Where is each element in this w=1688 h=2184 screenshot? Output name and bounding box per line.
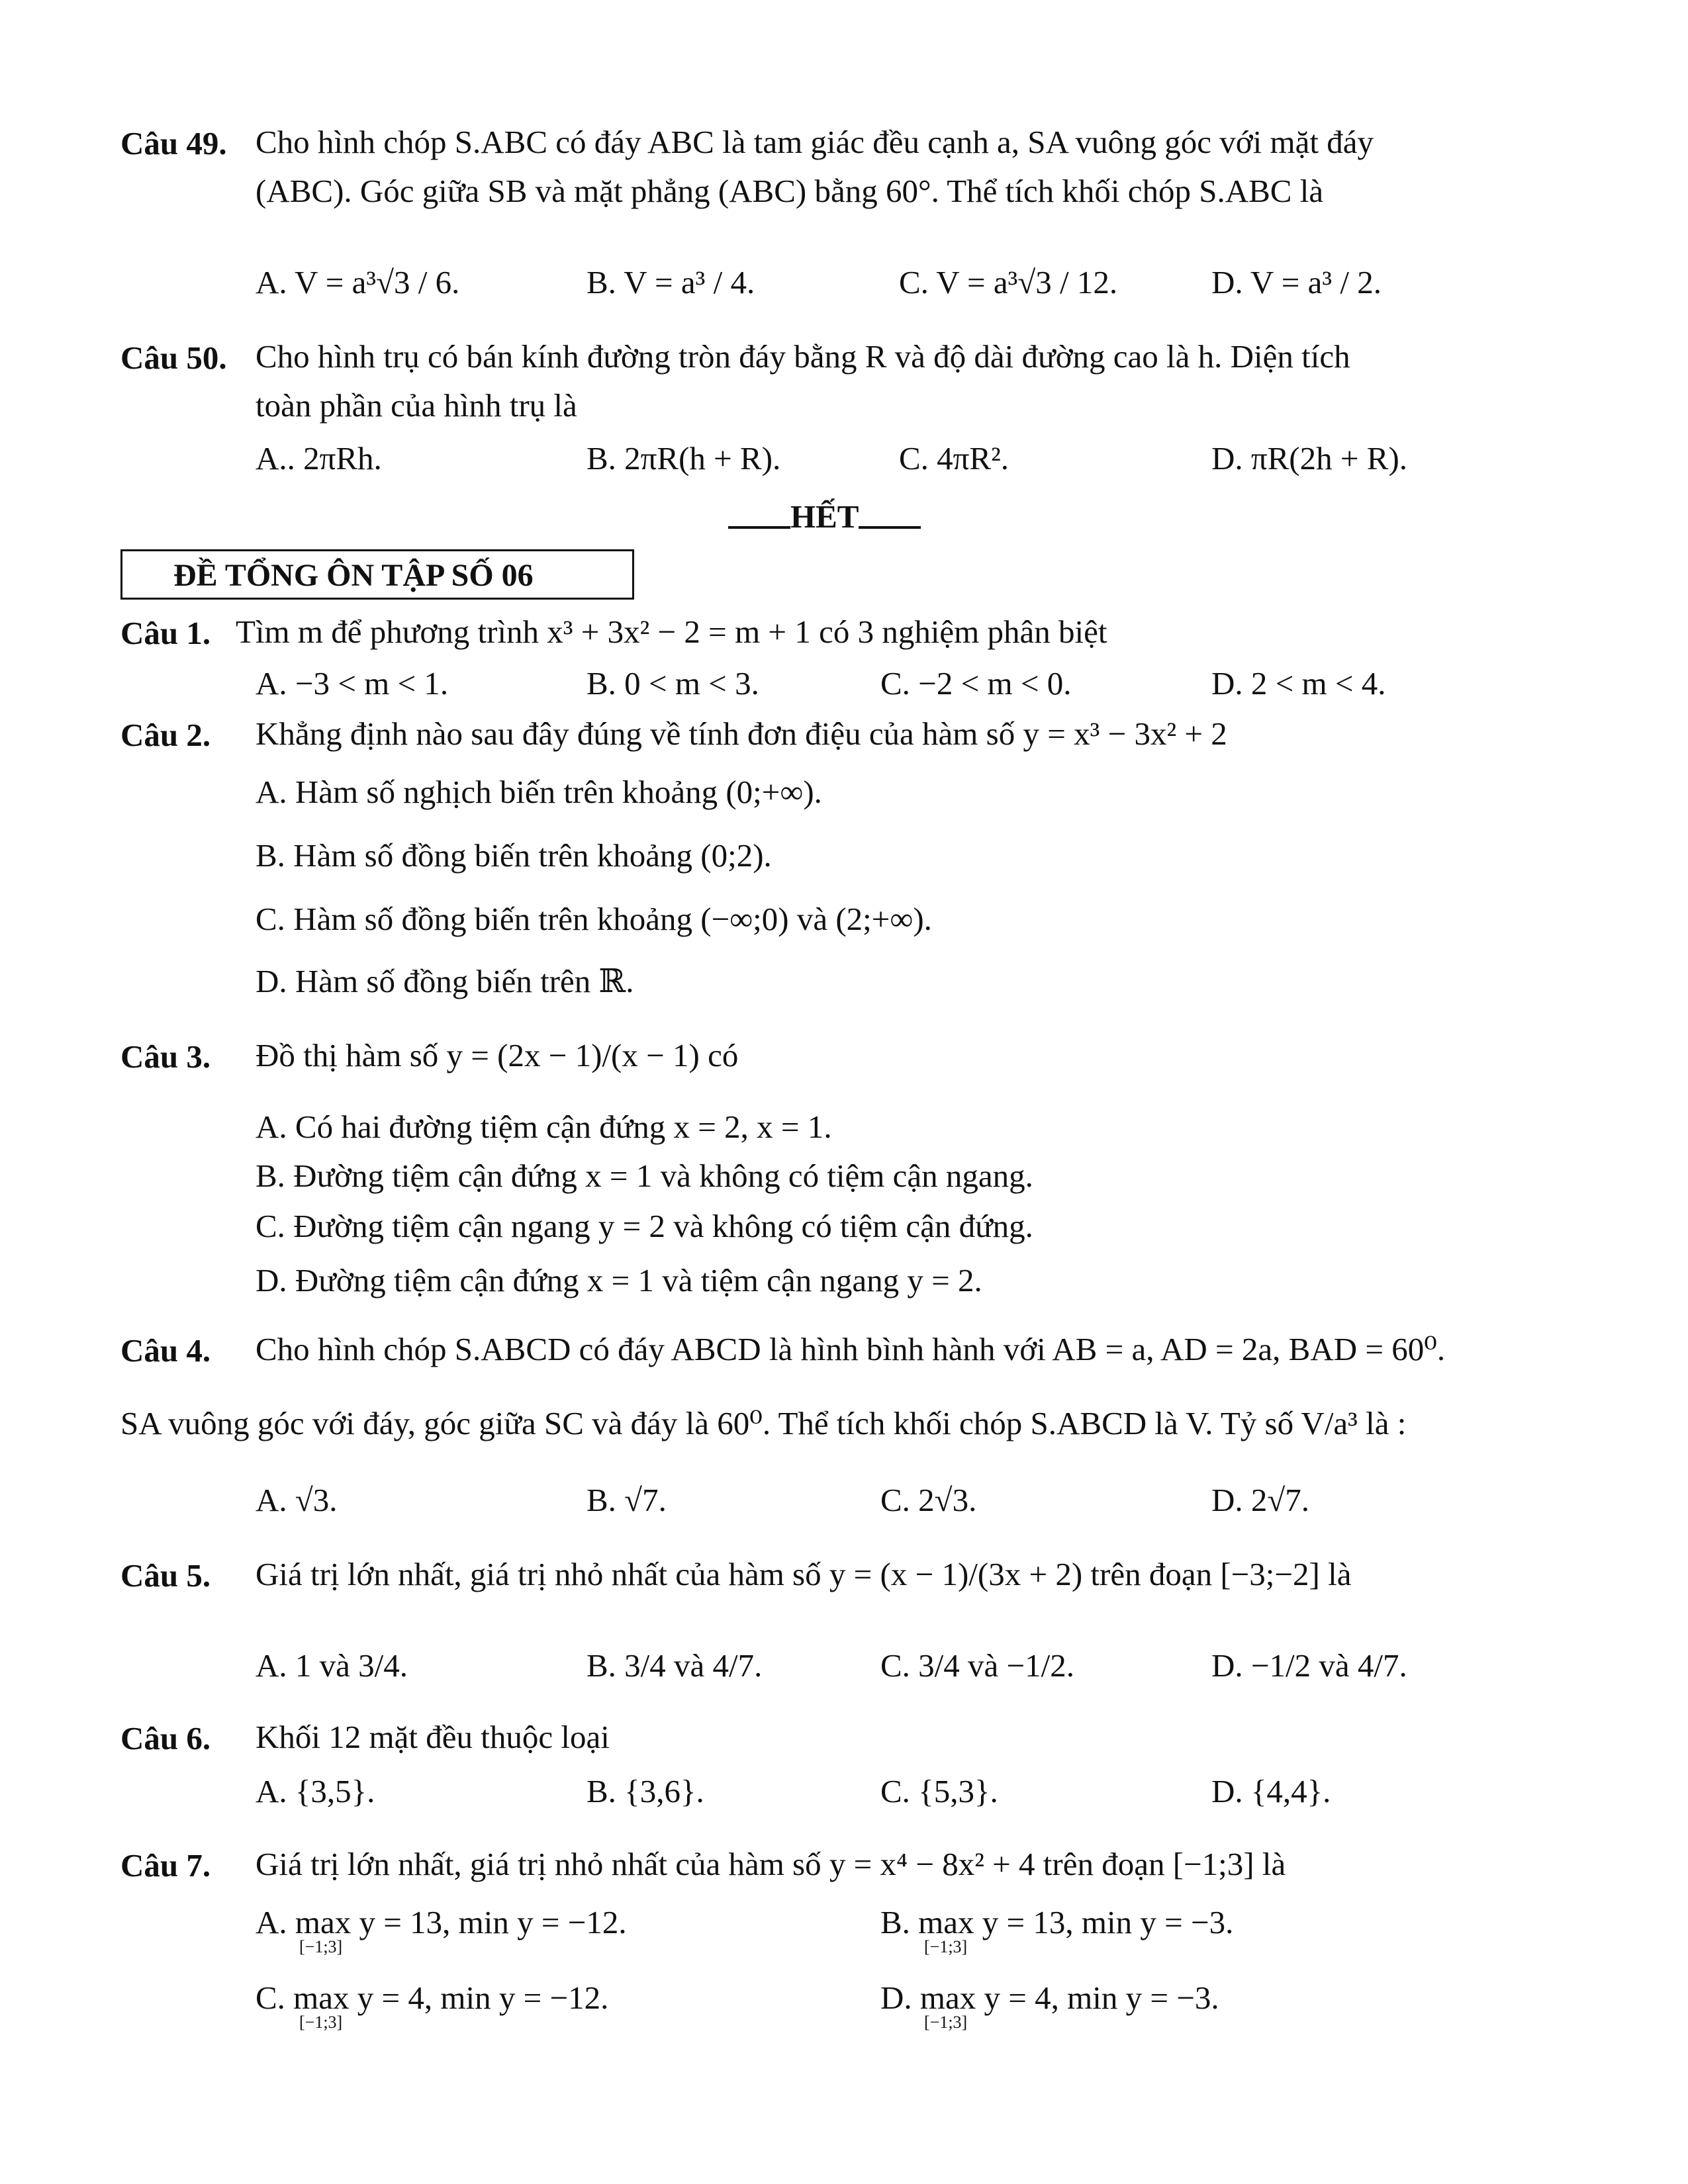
question-label: Câu 2. (120, 717, 211, 753)
answer-option: A. 1 và 3/4. (256, 1647, 408, 1684)
answer-option: C. {5,3}. (880, 1773, 998, 1809)
answer-option: D. {4,4}. (1211, 1773, 1331, 1809)
interval-subscript: [−1;3] (299, 1937, 343, 1956)
answer-option: A. max y = 13, min y = −12. (256, 1904, 627, 1940)
answer-option: A. Có hai đường tiệm cận đứng x = 2, x = 1. (256, 1109, 832, 1145)
answer-option: A.. 2πRh. (256, 440, 382, 477)
question-text: Cho hình chóp S.ABCD có đáy ABCD là hình bình hành với AB = a, AD = 2a, BAD = 60⁰. (256, 1331, 1446, 1367)
answer-option: C. max y = 4, min y = −12. (256, 1979, 609, 2016)
answer-option: A. {3,5}. (256, 1773, 375, 1809)
interval-subscript: [−1;3] (924, 2013, 968, 2032)
question-text: Giá trị lớn nhất, giá trị nhỏ nhất của hàm số y = (x − 1)/(3x + 2) trên đoạn [−3;−2] là (256, 1556, 1352, 1592)
question-label: Câu 49. (120, 125, 227, 161)
answer-option: B. 2πR(h + R). (586, 440, 781, 477)
question-text: toàn phần của hình trụ là (256, 387, 577, 424)
interval-subscript: [−1;3] (299, 2013, 343, 2032)
answer-option: C. 3/4 và −1/2. (880, 1647, 1075, 1684)
interval-subscript: [−1;3] (924, 1937, 968, 1956)
answer-option: D. πR(2h + R). (1211, 440, 1408, 477)
question-text: SA vuông góc với đáy, góc giữa SC và đáy là 60⁰. Thể tích khối chóp S.ABCD là V. Tỷ số V/a³ là : (120, 1405, 1407, 1441)
answer-option: D. Đường tiệm cận đứng x = 1 và tiệm cận ngang y = 2. (256, 1262, 982, 1298)
answer-option: C. 2√3. (880, 1482, 977, 1518)
answer-option: D. V = a³ / 2. (1211, 264, 1382, 300)
answer-option: B. V = a³ / 4. (586, 264, 755, 300)
answer-option: B. √7. (586, 1482, 667, 1518)
question-label: Câu 3. (120, 1038, 211, 1075)
question-label: Câu 1. (120, 615, 211, 651)
answer-option: D. −1/2 và 4/7. (1211, 1647, 1407, 1684)
answer-option: A. −3 < m < 1. (256, 665, 449, 702)
question-text: Cho hình chóp S.ABC có đáy ABC là tam giác đều cạnh a, SA vuông góc với mặt đáy (256, 124, 1374, 160)
answer-option: C. Đường tiệm cận ngang y = 2 và không có tiệm cận đứng. (256, 1208, 1033, 1244)
answer-option: A. Hàm số nghịch biến trên khoảng (0;+∞). (256, 774, 822, 810)
question-text: (ABC). Góc giữa SB và mặt phẳng (ABC) bằng 60°. Thể tích khối chóp S.ABC là (256, 173, 1324, 209)
answer-option: D. max y = 4, min y = −3. (880, 1979, 1219, 2016)
question-label: Câu 4. (120, 1332, 211, 1369)
question-text: Cho hình trụ có bán kính đường tròn đáy bằng R và độ dài đường cao là h. Diện tích (256, 338, 1350, 375)
question-text: Đồ thị hàm số y = (2x − 1)/(x − 1) có (256, 1037, 739, 1073)
divider (728, 526, 790, 529)
answer-option: A. √3. (256, 1482, 338, 1518)
answer-option: B. 3/4 và 4/7. (586, 1647, 763, 1684)
question-text: Giá trị lớn nhất, giá trị nhỏ nhất của hàm số y = x⁴ − 8x² + 4 trên đoạn [−1;3] là (256, 1846, 1286, 1882)
question-label: Câu 7. (120, 1847, 211, 1884)
end-text: HẾT (790, 498, 859, 535)
answer-option: A. V = a³√3 / 6. (256, 264, 460, 300)
question-label: Câu 50. (120, 340, 227, 376)
answer-option: D. 2√7. (1211, 1482, 1310, 1518)
end-marker (728, 498, 921, 535)
question-label: Câu 6. (120, 1720, 211, 1756)
answer-option: D. 2 < m < 4. (1211, 665, 1386, 702)
answer-option: C. 4πR². (899, 440, 1009, 477)
question-label: Câu 5. (120, 1557, 211, 1594)
answer-option: B. Đường tiệm cận đứng x = 1 và không có tiệm cận ngang. (256, 1158, 1033, 1194)
answer-option: B. 0 < m < 3. (586, 665, 759, 702)
answer-option: C. −2 < m < 0. (880, 665, 1072, 702)
answer-option: B. max y = 13, min y = −3. (880, 1904, 1234, 1940)
question-text: Khẳng định nào sau đây đúng về tính đơn điệu của hàm số y = x³ − 3x² + 2 (256, 715, 1227, 752)
answer-option: D. Hàm số đồng biến trên ℝ. (256, 963, 634, 999)
section-title: ĐỀ TỔNG ÔN TẬP SỐ 06 (173, 558, 534, 593)
answer-option: B. Hàm số đồng biến trên khoảng (0;2). (256, 837, 772, 874)
answer-option: C. V = a³√3 / 12. (899, 264, 1118, 300)
question-text: Khối 12 mặt đều thuộc loại (256, 1719, 610, 1755)
divider (859, 526, 921, 529)
answer-option: C. Hàm số đồng biến trên khoảng (−∞;0) và (2;+∞). (256, 901, 932, 937)
answer-option: B. {3,6}. (586, 1773, 704, 1809)
question-text: Tìm m để phương trình x³ + 3x² − 2 = m + 1 có 3 nghiệm phân biệt (236, 614, 1107, 650)
